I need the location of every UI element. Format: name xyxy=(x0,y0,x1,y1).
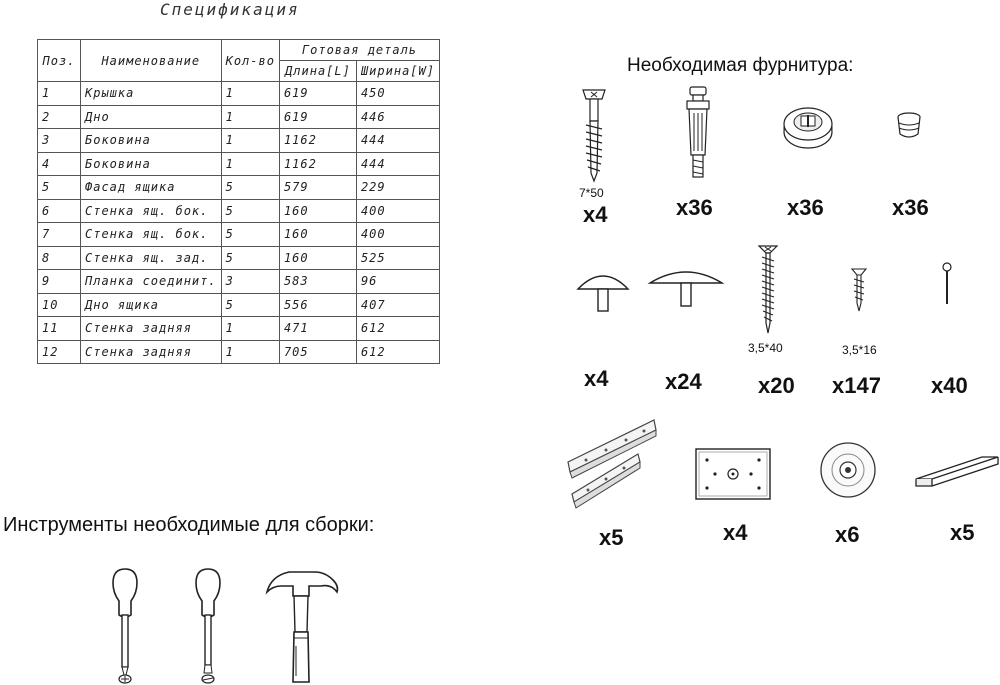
cell-width: 444 xyxy=(356,152,439,176)
table-row xyxy=(38,293,440,317)
hardware-size: 3,5*16 xyxy=(842,343,877,357)
header-width: Ширина[W] xyxy=(356,61,439,82)
cell-name: Дно xyxy=(81,105,222,129)
cell-name: Фасад ящика xyxy=(81,176,222,200)
cell-width: 612 xyxy=(356,340,439,364)
cell-pos: 6 xyxy=(38,199,81,223)
cell-qty: 1 xyxy=(221,152,279,176)
cell-qty: 5 xyxy=(221,199,279,223)
cell-length: 619 xyxy=(279,82,356,106)
tools-title: Инструменты необходимые для сборки: xyxy=(3,514,375,536)
phillips-screwdriver-icon xyxy=(105,567,145,685)
cell-pos: 10 xyxy=(38,293,81,317)
cell-width: 96 xyxy=(356,270,439,294)
hardware-qty: x4 xyxy=(583,202,608,227)
cell-width: 446 xyxy=(356,105,439,129)
round-washer-icon xyxy=(818,440,878,500)
cell-length: 1162 xyxy=(279,129,356,153)
cell-qty: 1 xyxy=(221,82,279,106)
table-row xyxy=(38,199,440,223)
cell-pos: 8 xyxy=(38,246,81,270)
cell-name: Крышка xyxy=(81,82,222,106)
cell-pos: 4 xyxy=(38,152,81,176)
cell-pos: 12 xyxy=(38,340,81,364)
cell-qty: 5 xyxy=(221,246,279,270)
hardware-qty: x4 xyxy=(584,366,609,391)
hardware-size: 3,5*40 xyxy=(748,341,783,355)
cell-width: 525 xyxy=(356,246,439,270)
header-qty: Кол-во xyxy=(221,40,279,82)
mounting-plate-icon xyxy=(693,446,773,502)
cell-width: 229 xyxy=(356,176,439,200)
table-row xyxy=(38,340,440,364)
drawer-slide-icon xyxy=(566,418,658,514)
cell-pos: 9 xyxy=(38,270,81,294)
long-screw-icon xyxy=(758,243,778,335)
spec-title: Спецификация xyxy=(160,0,300,19)
cell-name: Боковина xyxy=(81,129,222,153)
hardware-qty: x24 xyxy=(665,369,702,394)
cell-qty: 3 xyxy=(221,270,279,294)
cell-qty: 1 xyxy=(221,340,279,364)
cell-length: 579 xyxy=(279,176,356,200)
hardware-qty: x5 xyxy=(950,520,975,545)
cell-name: Планка соединит. xyxy=(81,270,222,294)
cell-length: 160 xyxy=(279,223,356,247)
table-row xyxy=(38,129,440,153)
cell-pos: 5 xyxy=(38,176,81,200)
cell-width: 400 xyxy=(356,199,439,223)
nail-icon xyxy=(941,262,953,306)
hardware-qty: x36 xyxy=(892,195,929,220)
large-furniture-foot-icon xyxy=(648,266,724,308)
hammer-icon xyxy=(263,566,343,685)
cell-width: 450 xyxy=(356,82,439,106)
cell-qty: 1 xyxy=(221,317,279,341)
spec-table xyxy=(37,39,440,364)
cell-length: 556 xyxy=(279,293,356,317)
cell-length: 1162 xyxy=(279,152,356,176)
table-row xyxy=(38,246,440,270)
cell-name: Стенка ящ. зад. xyxy=(81,246,222,270)
flat-screwdriver-icon xyxy=(188,567,228,685)
cell-length: 619 xyxy=(279,105,356,129)
cell-width: 612 xyxy=(356,317,439,341)
header-pos: Поз. xyxy=(38,40,81,82)
cell-width: 407 xyxy=(356,293,439,317)
cell-length: 160 xyxy=(279,199,356,223)
hardware-qty: x6 xyxy=(835,522,860,547)
cell-name: Стенка ящ. бок. xyxy=(81,223,222,247)
cell-qty: 1 xyxy=(221,129,279,153)
hardware-qty: x40 xyxy=(931,373,968,398)
hardware-qty: x36 xyxy=(676,195,713,220)
header-finished-part: Готовая деталь xyxy=(279,40,439,61)
cell-length: 160 xyxy=(279,246,356,270)
cell-length: 471 xyxy=(279,317,356,341)
cell-name: Боковина xyxy=(81,152,222,176)
table-row xyxy=(38,105,440,129)
cell-name: Дно ящика xyxy=(81,293,222,317)
table-row xyxy=(38,223,440,247)
hardware-qty: x4 xyxy=(723,520,748,545)
cell-name: Стенка задняя xyxy=(81,317,222,341)
plastic-dowel-icon xyxy=(894,112,924,140)
handle-profile-icon xyxy=(914,451,1000,491)
short-screw-icon xyxy=(851,267,867,313)
cell-width: 444 xyxy=(356,129,439,153)
table-row xyxy=(38,270,440,294)
hardware-size: 7*50 xyxy=(579,186,604,200)
cell-pos: 11 xyxy=(38,317,81,341)
cell-length: 583 xyxy=(279,270,356,294)
header-name: Наименование xyxy=(81,40,222,82)
cell-qty: 5 xyxy=(221,176,279,200)
hardware-qty: x5 xyxy=(599,525,624,550)
cell-pos: 2 xyxy=(38,105,81,129)
header-length: Длина[L] xyxy=(279,61,356,82)
hardware-qty: x20 xyxy=(758,373,795,398)
table-row xyxy=(38,317,440,341)
cell-qty: 5 xyxy=(221,293,279,317)
table-row xyxy=(38,152,440,176)
small-furniture-foot-icon xyxy=(576,271,630,313)
cell-name: Стенка ящ. бок. xyxy=(81,199,222,223)
table-row xyxy=(38,176,440,200)
dowel-bolt-icon xyxy=(682,85,716,185)
hardware-qty: x147 xyxy=(832,373,881,398)
eccentric-cam-icon xyxy=(781,102,835,152)
hardware-qty: x36 xyxy=(787,195,824,220)
cell-length: 705 xyxy=(279,340,356,364)
cell-pos: 3 xyxy=(38,129,81,153)
cell-pos: 1 xyxy=(38,82,81,106)
cell-qty: 5 xyxy=(221,223,279,247)
hardware-title: Необходимая фурнитура: xyxy=(627,55,854,76)
table-row xyxy=(38,82,440,106)
confirmat-screw-icon xyxy=(580,85,610,185)
cell-width: 400 xyxy=(356,223,439,247)
cell-qty: 1 xyxy=(221,105,279,129)
cell-name: Стенка задняя xyxy=(81,340,222,364)
cell-pos: 7 xyxy=(38,223,81,247)
